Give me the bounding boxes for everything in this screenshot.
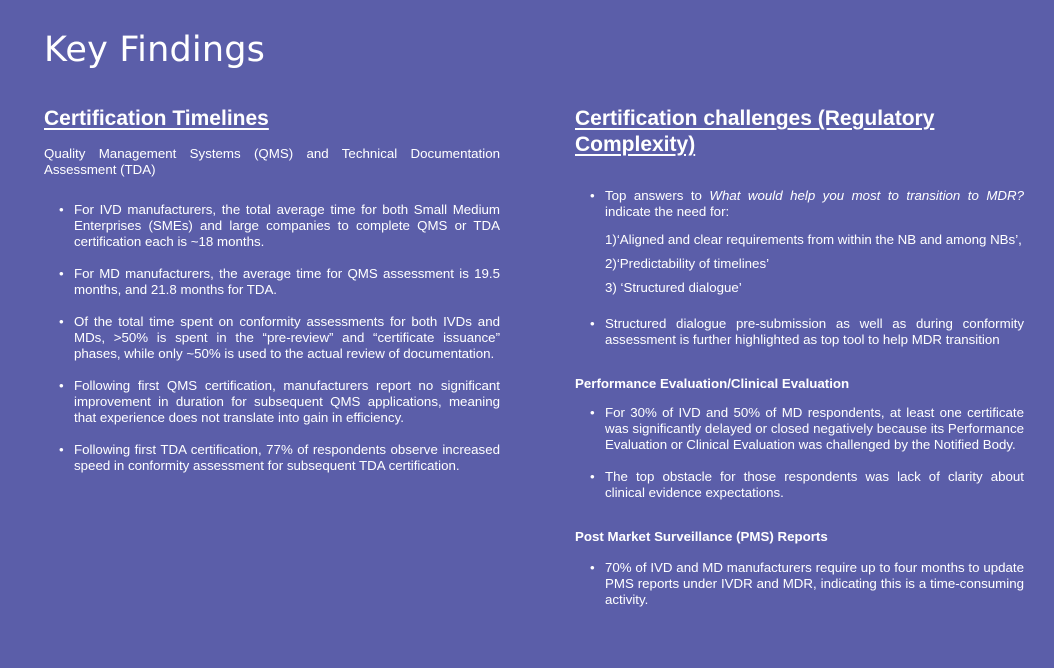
sub-item: 1)‘Aligned and clear requirements from within the NB and among NBs’,	[605, 232, 1022, 247]
list-item: • Following first TDA certification, 77% of respondents observe increased speed in conformity assessment for subsequent TDA certification.	[44, 442, 500, 474]
list-item: • Of the total time spent on conformity assessments for both IVDs and MDs, >50% is spent in the “pre-review” and “certificate issuance” phases, while only ~50% is used to the actual review of documentation.	[44, 314, 500, 362]
list-item: • Structured dialogue pre-submission as well as during conformity assessment is further highlighted as top tool to help MDR transition	[575, 316, 1024, 348]
survey-question: What would help you most to transition to MDR?	[709, 188, 1024, 203]
sub-item: 3) ‘Structured dialogue’	[605, 280, 742, 295]
list-item: • The top obstacle for those respondents was lack of clarity about clinical evidence expectations.	[575, 469, 1024, 501]
pms-list	[575, 560, 1024, 608]
list-item	[575, 188, 1024, 300]
bullet-prefix: Top answers to	[605, 188, 710, 203]
challenges-list	[575, 188, 1024, 348]
performance-evaluation-heading: Performance Evaluation/Clinical Evaluation	[575, 376, 850, 391]
list-item: • For 30% of IVD and 50% of MD respondents, at least one certificate was significantly delayed or closed negatively because its Performance Evaluation or Clinical Evaluation was challenged by the Notified Body.	[575, 405, 1024, 453]
intro-text: Quality Management Systems (QMS) and Technical Documentation Assessment (TDA)	[44, 146, 500, 177]
list-item: • For IVD manufacturers, the total average time for both Small Medium Enterprises (SMEs) and large companies to complete QMS or TDA certification each is ~18 months.	[44, 202, 500, 250]
left-column	[44, 106, 500, 490]
timelines-list	[44, 202, 500, 474]
list-item: • Following first QMS certification, manufacturers report no significant improvement in duration for subsequent QMS applications, meaning that experience does not translate into gain in efficiency.	[44, 378, 500, 426]
right-column	[575, 106, 1024, 608]
list-item: • For MD manufacturers, the average time for QMS assessment is 19.5 months, and 21.8 months for TDA.	[44, 266, 500, 298]
sub-item: 2)‘Predictability of timelines’	[605, 256, 770, 271]
certification-timelines-heading: Certification Timelines	[44, 107, 269, 130]
page-title: Key Findings	[44, 30, 266, 70]
list-item: • 70% of IVD and MD manufacturers require up to four months to update PMS reports under IVDR and MDR, indicating this is a time-consuming activity.	[575, 560, 1024, 608]
performance-list	[575, 405, 1024, 501]
bullet-suffix: indicate the need for:	[605, 204, 730, 219]
certification-challenges-heading: Certification challenges (Regulatory Complexity)	[575, 107, 935, 156]
pms-heading: Post Market Surveillance (PMS) Reports	[575, 529, 828, 544]
